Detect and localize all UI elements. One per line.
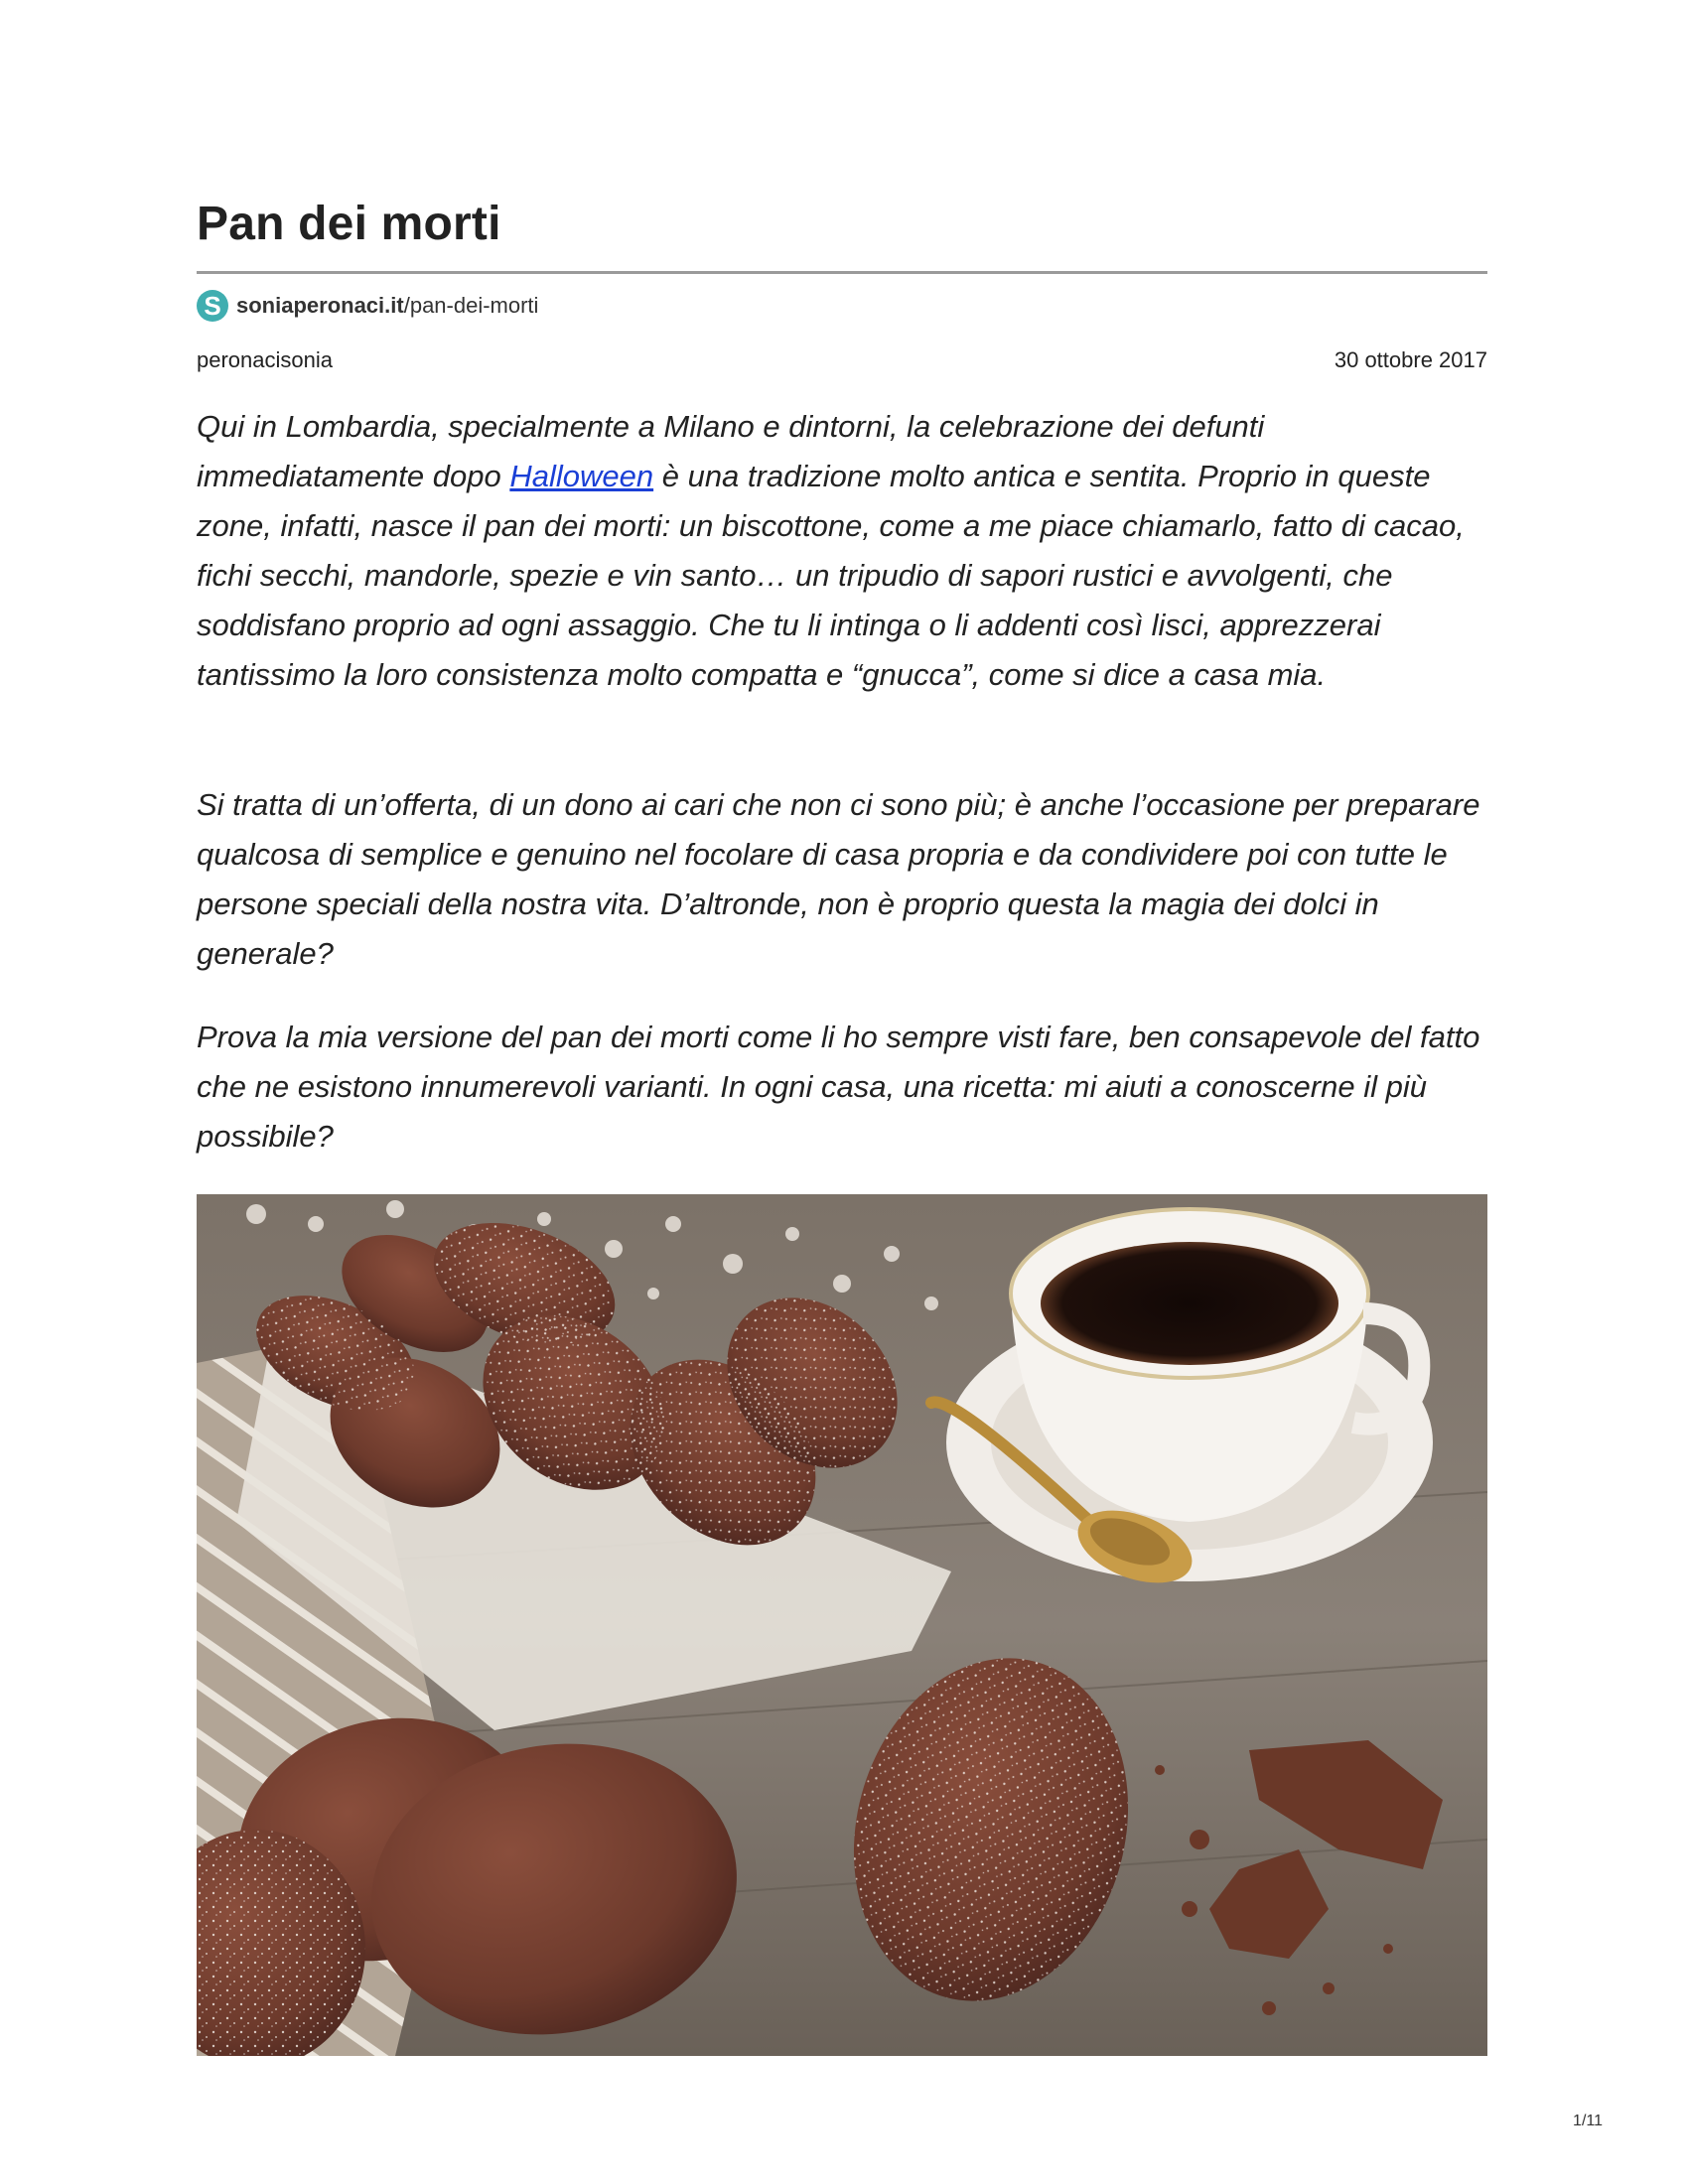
article-title: Pan dei morti bbox=[197, 198, 501, 250]
source-domain[interactable]: soniaperonaci.it bbox=[236, 293, 404, 318]
title-divider bbox=[197, 271, 1487, 274]
paragraph-text: Qui in Lombardia, specialmente a Milano e dintorni, la celebrazione dei defunti immediatamente dopo bbox=[197, 409, 1265, 493]
coffee bbox=[1041, 1242, 1338, 1365]
site-logo-icon: S bbox=[197, 290, 228, 322]
third-paragraph: Prova la mia versione del pan dei morti come li ho sempre visti fare, ben consapevole del fatto che ne esistono innumerevoli varianti. In ogni casa, una ricetta: mi aiuti a conoscerne il più possibile? bbox=[197, 1020, 1480, 1154]
second-paragraph: Si tratta di un’offerta, di un dono ai cari che non ci sono più; è anche l’occasione per preparare qualcosa di semplice e genuino nel focolare di casa propria e da condividere poi con tutte le persone speciali della nostra vita. D’altronde, non è proprio questa la magia dei dolci in generale? bbox=[197, 787, 1480, 971]
source-path[interactable]: /pan-dei-morti bbox=[403, 293, 539, 318]
article-date: 30 ottobre 2017 bbox=[1334, 347, 1487, 372]
source-line bbox=[197, 288, 538, 324]
halloween-link[interactable]: Halloween bbox=[509, 459, 654, 493]
paragraph-text: è una tradizione molto antica e sentita. Proprio in queste zone, infatti, nasce il pan dei morti: un biscottone, come a me piace chiamarlo, fatto di cacao, fichi secchi, mandorle, spezie e vin santo… un tripudio di sapori rustici e avvolgenti, che soddisfano proprio ad ogni assaggio. Che tu li intinga o li addenti così lisci, apprezzerai tantissimo la loro consistenza molto compatta e “gnucca”, come si dice a casa mia. bbox=[197, 459, 1465, 692]
intro-paragraph bbox=[197, 402, 1489, 700]
article-photo bbox=[197, 1194, 1487, 2056]
page-number: 1/11 bbox=[1573, 2113, 1603, 2129]
article-author: peronacisonia bbox=[197, 347, 333, 372]
cookies-and-coffee-illustration bbox=[197, 1194, 1487, 2056]
